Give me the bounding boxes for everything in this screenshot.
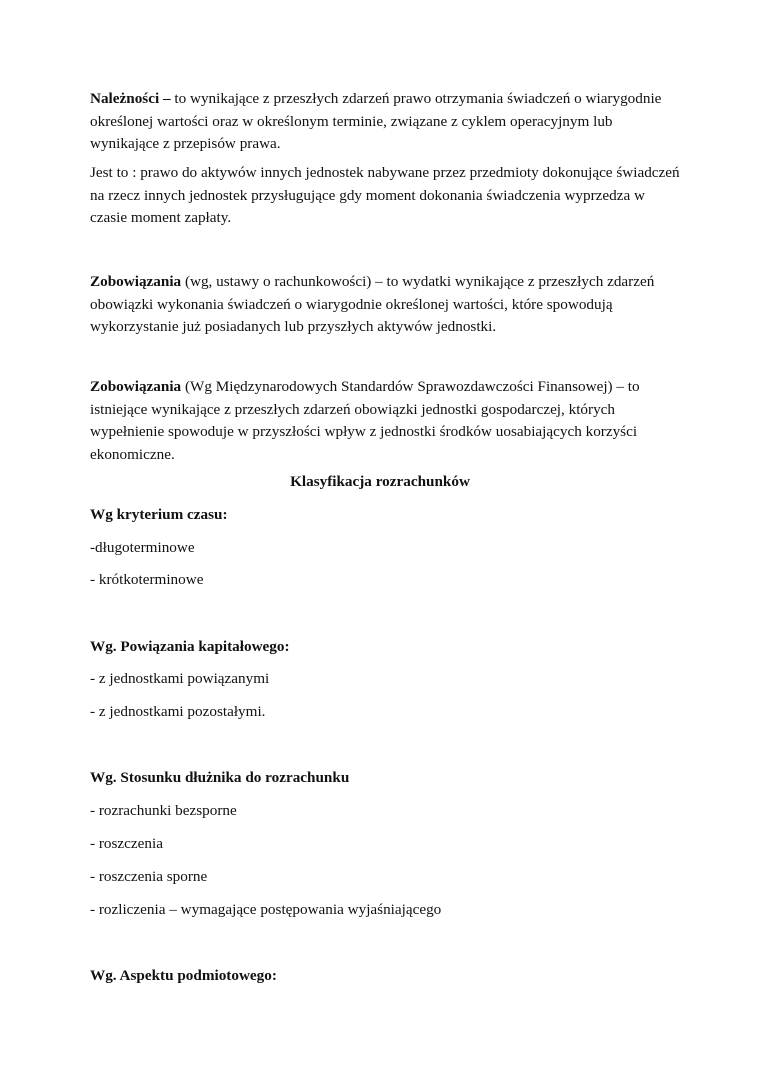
section-heading-aspekt xyxy=(90,965,680,988)
zobowiazania-ustawa-definition xyxy=(90,271,680,339)
list-item: - krótkoterminowe xyxy=(90,571,204,588)
naleznosci-term: Należności – xyxy=(90,90,171,107)
list-item: - roszczenia sporne xyxy=(90,868,208,885)
section-heading-powiazania-text: Wg. Powiązania kapitałowego: xyxy=(90,638,290,655)
zobowiazania-ustawa-text: (wg, ustawy o rachunkowości) – to wydatki wynikające z przeszłych zdarzeń obowiązki wykonania świadczeń o wiarygodnie określonej wartości, które spowodują wykorzystanie już posiadanych lub przyszłych aktywów jednostki. xyxy=(90,273,655,335)
zobowiazania-mssf-definition xyxy=(90,376,680,466)
list-item: - rozliczenia – wymagające postępowania wyjaśniającego xyxy=(90,901,442,918)
section-heading-aspekt-text: Wg. Aspektu podmiotowego: xyxy=(90,967,277,984)
list-item: - z jednostkami powiązanymi xyxy=(90,670,270,687)
section-heading-powiazania xyxy=(90,636,680,659)
section-heading-stosunek xyxy=(90,767,680,790)
list-item: -długoterminowe xyxy=(90,539,195,556)
list-item: - rozrachunki bezsporne xyxy=(90,802,237,819)
list-item: - z jednostkami pozostałymi. xyxy=(90,703,266,720)
jest-to-paragraph: Jest to : prawo do aktywów innych jednostek nabywane przez przedmioty dokonujące świadczeń na rzecz innych jednostek przysługujące gdy moment dokonania świadczenia wyprzedza w czasie moment zapłaty. xyxy=(90,164,680,226)
section-heading-czas-text: Wg kryterium czasu: xyxy=(90,506,228,523)
zobowiazania-ustawa-term: Zobowiązania xyxy=(90,273,182,290)
naleznosci-definition xyxy=(90,88,680,156)
section-heading-czas xyxy=(90,504,680,527)
naleznosci-text: to wynikające z przeszłych zdarzeń prawo otrzymania świadczeń o wiarygodnie określonej wartości oraz w określonym terminie, związane z cyklem operacyjnym lub wynikające z przepisów prawa. xyxy=(90,90,662,152)
classification-title-text: Klasyfikacja rozrachunków xyxy=(290,473,470,490)
list-item: - roszczenia xyxy=(90,835,163,852)
zobowiazania-mssf-text: (Wg Międzynarodowych Standardów Sprawozdawczości Finansowej) – to istniejące wynikające z przeszłych zdarzeń obowiązki jednostki gospodarczej, których wypełnienie spowoduje w przyszłości wpływ z jednostki środków uosabiających korzyści ekonomiczne. xyxy=(90,378,640,463)
classification-title xyxy=(90,471,670,494)
section-heading-stosunek-text: Wg. Stosunku dłużnika do rozrachunku xyxy=(90,769,350,786)
zobowiazania-mssf-term: Zobowiązania xyxy=(90,378,182,395)
